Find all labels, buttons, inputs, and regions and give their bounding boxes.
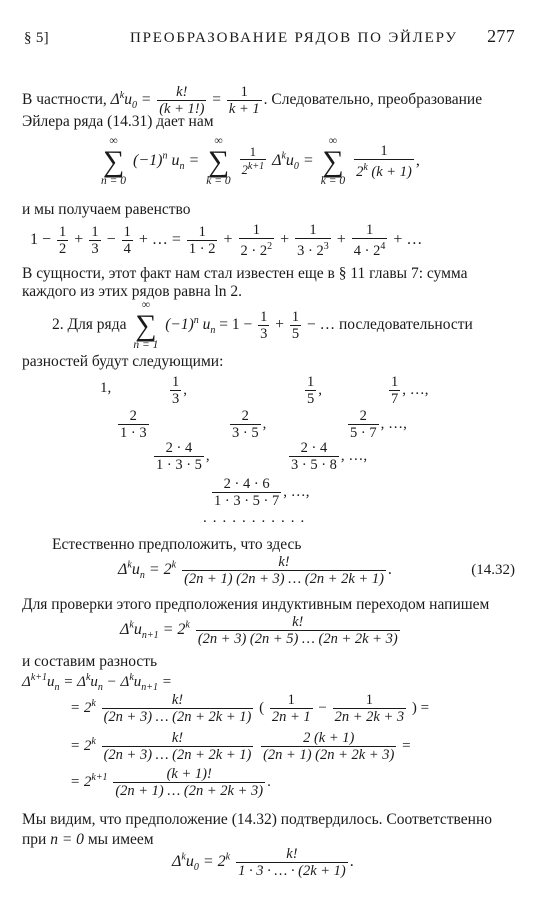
paragraph-line: каждого из этих рядов равна ln 2. xyxy=(22,283,243,300)
display-equation: 1 − $\frac{1}{2}$ + $\frac{1}{3}$ − $\frac{1}{4}$ + … = $\frac{1}{1 \cdot 2}$ + $\frac{1}{2 \cdot 2^2}$ + $\frac{1}{3 \cdot 2^3}$ + $\frac{1}{4 \cdot 2^4}$ + … xyxy=(30,222,423,259)
fraction: $\frac{1}{1 \cdot 2}$ xyxy=(188,223,216,257)
sum-symbol: ∞ ∑ k = 0 xyxy=(206,135,231,187)
paragraph-line: В сущности, этот факт нам стал известен еще в § 11 главы 7: сумма xyxy=(22,265,468,282)
fraction: $\frac{1}{4}$ xyxy=(123,223,131,257)
display-equation: $\Delta^ku_{n+1} = 2^k$ $\frac{k!}{(2n + 3) (2n + 5) \dots (2n + 2k + 3)}$ xyxy=(120,614,398,647)
formula-inline: $\Delta^ku_0$ = xyxy=(110,89,152,112)
fraction: $\frac{(k + 1)!}{(2n + 1) \dots (2n + 2k + 3)}$ xyxy=(115,766,264,799)
text-segment: при xyxy=(22,831,47,848)
fraction: $\frac{2 (k + 1)}{(2n + 1) (2n + 2k + 3)}$ xyxy=(263,730,395,763)
fraction: $\frac{1}{2^k (k + 1)}$ xyxy=(356,143,412,180)
table-entry: $\frac{1}{3}$ , xyxy=(172,374,187,407)
display-equation: = $2^k$ $\frac{k!}{(2n + 3) \dots (2n + 2k + 1)}$ ( $\frac{1}{2n + 1}$ − $\frac{1}{2n + 2k + 3}$ ) = xyxy=(70,692,430,725)
table-entry: $\frac{2}{5 \cdot 7}$ , …, xyxy=(350,408,407,441)
paragraph-line: разностей будут следующими: xyxy=(22,353,224,370)
text-segment: Следовательно, преобразование xyxy=(271,91,483,109)
table-entry: $\frac{2 \cdot 4 \cdot 6}{1 \cdot 3 \cdot 5 \cdot 7}$ , …, xyxy=(214,476,310,509)
table-entry: $\frac{1}{7}$ , …, xyxy=(391,374,429,407)
fraction: $\frac{1}{2n + 1}$ xyxy=(271,692,311,725)
paragraph-line: и мы получаем равенство xyxy=(22,201,191,218)
fraction: $\frac{1}{k + 1}$ xyxy=(228,84,260,117)
fraction: $\frac{k!}{(2n + 3) \dots (2n + 2k + 1)}$ xyxy=(103,730,252,763)
fraction: $\frac{k!}{1 \cdot 3 \cdot \dots \cdot (2k + 1)}$ xyxy=(238,846,346,879)
display-equation: = $2^{k+1}$ $\frac{(k + 1)!}{(2n + 1) \dots (2n + 2k + 3)}$ . xyxy=(70,766,271,799)
equation-number: (14.32) xyxy=(471,562,515,578)
formula-inline: n = 0 xyxy=(50,831,84,848)
fraction: $\frac{k!}{(k + 1!)}$ xyxy=(159,84,205,117)
table-entry: $\frac{2}{1 \cdot 3}$ xyxy=(120,408,147,441)
ellipsis-row: ........... xyxy=(203,510,311,526)
display-equation: $\Delta^{k+1}u_n = \Delta^ku_n - \Delta^ku_{n+1}$ = xyxy=(22,672,172,693)
table-entry: $\frac{2 \cdot 4}{1 \cdot 3 \cdot 5}$ , xyxy=(156,440,210,473)
paragraph-line: 2. Для ряда ∞ ∑ n = 1 $(-1)^n$ $u_n = 1$ − $\frac{1}{3}$ + $\frac{1}{5}$ − … последовательности xyxy=(52,299,473,351)
fraction: $\frac{1}{3}$ xyxy=(91,223,99,257)
text-segment: мы имеем xyxy=(87,831,154,848)
fraction: $\frac{1}{3 \cdot 2^3}$ xyxy=(297,222,329,259)
fraction: $\frac{1}{2 \cdot 2^2}$ xyxy=(240,222,273,259)
display-equation: = $2^k$ $\frac{k!}{(2n + 3) \dots (2n + 2k + 1)}$ $\frac{2 (k + 1)}{(2n + 1) (2n + 2k + 3)}$ = xyxy=(70,730,411,763)
paragraph-line: В частности, $\Delta^ku_0$ = $\frac{k!}{(k + 1!)}$ = $\frac{1}{k + 1}$ . Следовательно, преобразование xyxy=(22,84,483,117)
fraction: $\frac{1}{4 \cdot 2^4}$ xyxy=(353,222,386,259)
fraction: $\frac{k!}{(2n + 1) (2n + 3) \dots (2n + 2k + 1)}$ xyxy=(184,554,384,587)
table-entry: $\frac{2 \cdot 4}{3 \cdot 5 \cdot 8}$ , …, xyxy=(291,440,368,473)
paragraph-line: Эйлера ряда (14.31) дает нам xyxy=(22,113,214,130)
text-segment: последовательности xyxy=(339,316,473,334)
display-equation: $\Delta^ku_n = 2^k$ $\frac{k!}{(2n + 1) (2n + 3) \dots (2n + 2k + 1)}$ . xyxy=(118,554,392,587)
sum-symbol: ∞ ∑ k = 0 xyxy=(320,135,346,187)
fraction: $\frac{1}{5}$ xyxy=(291,309,300,342)
text-segment: 2. Для ряда xyxy=(52,316,127,334)
text-segment: В частности, xyxy=(22,91,107,109)
sum-symbol: ∞ ∑ n = 1 xyxy=(133,299,159,351)
table-entry: $\frac{1}{5}$ , xyxy=(307,374,322,407)
fraction: $\frac{1}{2^{k+1}}$ xyxy=(241,145,265,178)
fraction: $\frac{1}{2n + 2k + 3}$ xyxy=(334,692,405,725)
page-number: 277 xyxy=(487,26,515,46)
display-equation: ∞ ∑ n = 0 $(-1)^n$ $u_n$ = ∞ ∑ k = 0 $\frac{1}{2^{k+1}}$ $\Delta^ku_0$ = ∞ ∑ k = 0 $\frac{1}{2^k (k + 1)}$ , xyxy=(101,135,420,187)
fraction: $\frac{k!}{(2n + 3) (2n + 5) \dots (2n + 2k + 3)}$ xyxy=(197,614,398,647)
running-head-section: § 5] xyxy=(24,30,49,46)
paragraph-line: Для проверки этого предположения индуктивным переходом напишем xyxy=(22,596,490,613)
paragraph-line: Мы видим, что предположение (14.32) подтвердилось. Соответственно xyxy=(22,811,493,828)
running-head-title: ПРЕОБРАЗОВАНИЕ РЯДОВ ПО ЭЙЛЕРУ xyxy=(130,30,458,46)
table-entry: $\frac{2}{3 \cdot 5}$ , xyxy=(232,408,267,441)
paragraph-line: Естественно предположить, что здесь xyxy=(52,536,302,553)
paragraph-line: и составим разность xyxy=(22,653,158,670)
fraction: $\frac{1}{2}$ xyxy=(59,223,67,257)
fraction: $\frac{k!}{(2n + 3) \dots (2n + 2k + 1)}$ xyxy=(103,692,252,725)
sum-symbol: ∞ ∑ n = 0 xyxy=(101,135,127,187)
display-equation: $\Delta^ku_0 = 2^k$ $\frac{k!}{1 \cdot 3 \cdot \dots \cdot (2k + 1)}$ . xyxy=(172,846,354,879)
table-entry: 1, xyxy=(100,380,112,396)
fraction: $\frac{1}{3}$ xyxy=(260,309,268,342)
